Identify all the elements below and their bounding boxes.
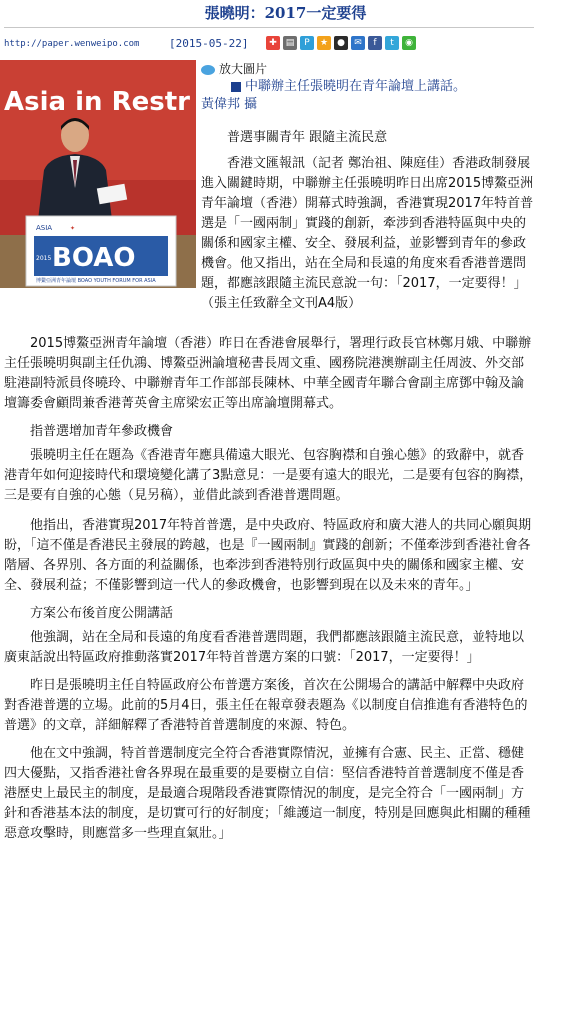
lead-section <box>201 128 535 148</box>
svg-text:✦: ✦ <box>70 225 76 232</box>
paragraph: 香港文匯報訊（記者 鄭治祖、陳庭佳）香港政制發展進入關鍵時期，中聯辦主任張曉明昨日出席2015博鰲亞洲青年論壇（香港）開幕式時強調，香港實現2017年特首普選是「一國兩制」實踐的創新，牽涉到香港特區與中央的關係和國家主權、安全、發展利益，並影響到青年的參政機會。他又指出，站在全局和長遠的角度來看香港普選問題，都應該跟隨主流民意說一句：「2017，一定要得！」（張主任致辭全文刊A4版） <box>201 156 534 311</box>
caption-bullet-icon <box>231 82 241 92</box>
magnifier-icon <box>201 65 215 75</box>
boao-subtitle: 博鰲亞洲青年論壇 BOAO YOUTH FORUM FOR ASIA <box>36 278 156 284</box>
photo-year: 2015 <box>36 255 52 262</box>
qq-icon[interactable]: ● <box>334 36 348 50</box>
title-divider <box>4 27 534 28</box>
publish-date: [2015-05-22] <box>169 37 249 50</box>
wechat-icon[interactable]: ◉ <box>402 36 416 50</box>
asia-logo: ASIA <box>36 224 53 232</box>
photo-caption: 中聯辦主任張曉明在青年論壇上講話。 黃偉邦 攝 <box>201 78 541 114</box>
article-body <box>4 334 535 844</box>
paragraph: 他強調，站在全局和長遠的角度看香港普選問題，我們都應該跟隨主流民意，並特地以廣東話說出特區政府推動落實2017年特首普選方案的口號：「2017，一定要得！」 <box>4 630 525 665</box>
share-icon[interactable]: ★ <box>317 36 331 50</box>
paragraph: 2015博鰲亞洲青年論壇（香港）昨日在香港會展舉行，署理行政長官林鄭月娥、中聯辦主任張曉明與副主任仇鴻、博鰲亞洲論壇秘書長周文重、國務院港澳辦副主任周波、外交部駐港副特派員佟曉玲、中聯辦青年工作部部長陳林、中華全國青年聯合會副主席鄧中翰及論壇籌委會顧問兼香港菁英會主席梁宏正等出席論壇開幕式。 <box>4 336 532 411</box>
photo-credit: 黃偉邦 攝 <box>201 97 258 112</box>
paragraph: 他在文中強調，特首普選制度完全符合香港實際情況，並擁有合憲、民主、正當、穩健四大優點，又指香港社會各界現在最重要的是要樹立自信：堅信香港特首普選制度不僅是香港歷史上最民主的制度，是最適合現階段香港實際情況的制度，是完全符合「一國兩制」方針和香港基本法的制度，是切實可行的好制度；「維護這一制度，特別是回應與此相關的種種惡意攻擊時，則應當多一些理直氣壯。」 <box>4 746 531 841</box>
save-icon[interactable]: P <box>300 36 314 50</box>
sub-heading: 指普選增加青年參政機會 <box>30 424 174 439</box>
twitter-icon[interactable]: t <box>385 36 399 50</box>
source-link[interactable]: http://paper.wenweipo.com <box>4 39 140 49</box>
bookmark-icon[interactable]: ✚ <box>266 36 280 50</box>
photo-banner-text: Asia in Restr <box>4 87 190 117</box>
paragraph: 昨日是張曉明主任自特區政府公布普選方案後，首次在公開場合的講話中解釋中央政府對香港普選的立場。此前的5月4日，張主任在報章發表題為《以制度自信推進有香港特色的普選》的文章，詳細解釋了香港特首普選制度的來源、特色。 <box>4 678 528 733</box>
article-photo[interactable] <box>0 60 196 288</box>
lead-paragraph-top <box>201 154 535 311</box>
enlarge-image-link[interactable]: 放大圖片 <box>201 61 267 77</box>
facebook-icon[interactable]: f <box>368 36 382 50</box>
article-title: 張曉明：2017一定要得 <box>204 4 367 22</box>
paragraph: 他指出，香港實現2017年特首普選，是中央政府、特區政府和廣大港人的共同心願與期盼，「這不僅是香港民主發展的跨越，也是『一國兩制』實踐的創新；不僅牽涉到香港社會各階層、各界別、各方面的利益關係，也牽涉到香港特別行政區與中央的關係和國家主權、安全、發展利益；不僅影響到這一代人的參政機會，也影響到現在以及未來的青年。」 <box>4 518 532 593</box>
paragraph: 張曉明主任在題為《香港青年應具備遠大眼光、包容胸襟和自強心態》的致辭中，就香港青年如何迎接時代和環境變化講了3點意見：一是要有遠大的眼光，二是要有包容的胸襟，三是要有自強的心態（見另稿），並借此談到香港普選問題。 <box>4 448 533 503</box>
print-icon[interactable]: ▤ <box>283 36 297 50</box>
sub-heading: 普選事關青年 跟隨主流民意 <box>227 130 388 145</box>
boao-logo-text: BOAO <box>52 243 136 273</box>
email-icon[interactable]: ✉ <box>351 36 365 50</box>
sub-heading: 方案公布後首度公開講話 <box>30 606 174 621</box>
share-toolbar <box>266 36 416 52</box>
article-meta <box>4 36 249 52</box>
